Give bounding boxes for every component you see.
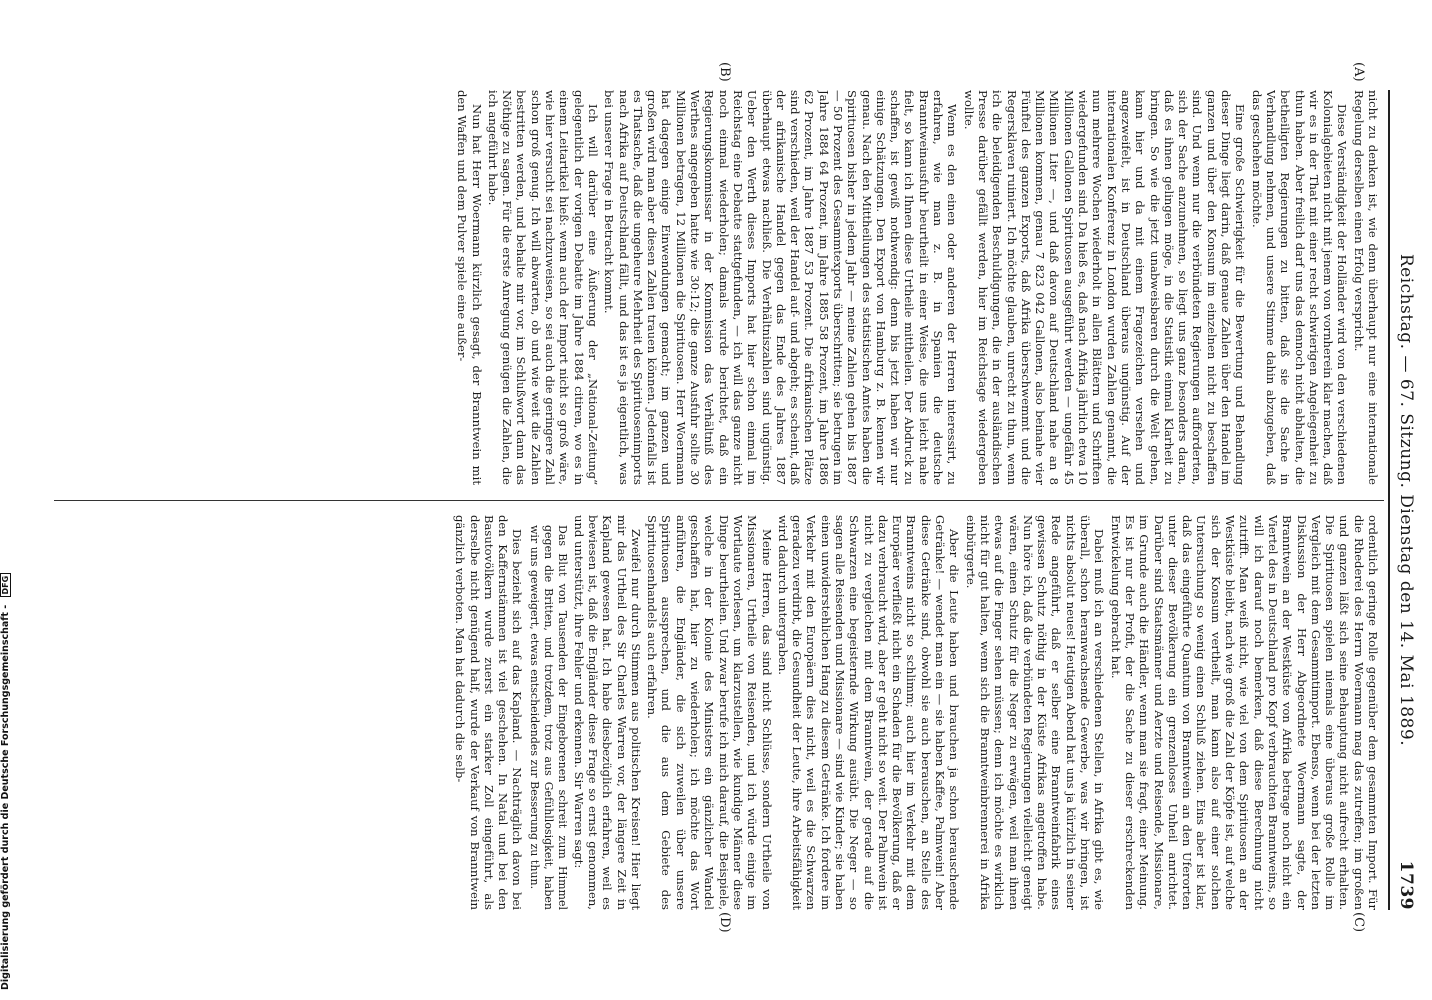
page-number: 1739 <box>1396 860 1416 910</box>
paragraph: Ich will darüber eine Äußerung der „National-Zeitung“ gelegentlich der vorigen Debatte im Jahre 1884 citiren, wo es in einem Leitartikel hieß: wenn auch der Import nicht so groß wäre, wie hier versucht sei nachzuweisen, so sei auch die geringere Zahl schon groß genug. Ich will abwarten, ob und wie weit die Zahlen bestritten werden, und behalte mir vor, im Schlußwort dann das Nöthige zu sagen. Für die erste Anregung genügen die Zahlen, die ich angeführt habe. <box>485 90 600 485</box>
paragraph: nicht zu denken ist, wie denn überhaupt nur eine internationale Regelung derselben einen Erfolg verspricht. <box>1351 90 1380 485</box>
header-rule <box>1388 90 1390 910</box>
digitization-text <box>0 573 11 990</box>
right-column <box>40 515 1380 910</box>
paragraph: Dabei muß ich an verschiedenen Stellen, in Afrika gibt es, wie überall, schon heranwachsende Gewerbe, was wir bringen, ist nichts absolut neues! Heutigen Abend hat uns ja kürzlich in seiner Rede angeführt, daß er selber eine Branntweinfabrik eines gewissen Schutz nöthig in der Küste Afrikas angetroffen habe. Nun höre ich, daß die verbündeten Regierungen vielleicht geneigt wären, einen Schutz für die Neger zu erwägen, weil man ihnen etwas auf die Finger sehen müssen; denn ich möchte es wirklich nicht für gut halten, wenn sich die Branntweinbrennerei in Afrika einbürgerte. <box>963 515 1107 910</box>
digitization-label: Digitalisierung gefördert durch die Deutsche Forschungsgemeinschaft - <box>0 604 11 990</box>
paragraph: Zweifel nur durch Stimmen aus politischen Kreisen! Hier liegt mir das Urtheil des Sir Charles Warren vor, der längere Zeit in Kapland gewesen hat. Ich habe diesbezüglich erfahren, weil es bewiesen ist, daß die Engländer diese Frage so ernst genommen, und unterstützt, ihre Fehler und erkennen. Sir Warren sagt: <box>571 515 643 910</box>
paragraph: Wenn es den einen oder anderen der Herren interessirt, zu erfahren, wie man z. B. in Spanien die deutsche Branntweinausfuhr beurtheilt in einer Weise, die uns leicht nahe fielt, so kann ich Ihnen diese Urtheile mittheilen. Der Abdruck zu schaffen, ist gewiß nothwendig: denn bis jetzt haben wir nur einige Schätzungen. Den Export von Hamburg z. B. kennen wir genau. Nach den Mittheilungen des statistischen Amtes haben die Spirituosen bisher in jedem Jahr — meine Zahlen gehen bis 1887 — 50 Prozent des Gesammtexports überschritten; sie betrugen im Jahre 1884 64 Prozent, im Jahre 1885 58 Prozent, im Jahre 1886 62 Prozent, im Jahre 1887 53 Prozent. Die afrikanischen Plätze sind verschieden, weil der Handel auf- und abgeht; es scheint, daß der afrikanische Handel gegen das Ende des Jahres 1887 überhaupt etwas nachließ. Die Verhältniszahlen sind ungünstig. Ueber den Werth dieses Imports hat hier schon einmal im Reichstag eine Debatte stattgefunden, — ich will das ganze nicht noch einmal wiederholen; damals wurde berichtet, daß ein Regierungskommissar in der Kommission das Verhältniß des Werthes angegeben hatte wie 30:12; die ganze Ausfuhr sollte 30 Millionen betragen, 12 Millionen die Spirituosen. Herr Woermann hat dagegen einige Einwendungen gemacht; im ganzen und großen wird man aber diesen Zahlen trauen können. Jedenfalls ist es Thatsache, daß die ungeheure Mehrheit des Spirituosenimports nach Afrika auf Deutschland fällt, und das ist es ja eigentlich, was bei unserer Frage in Betracht kommt. <box>602 90 960 485</box>
paragraph: ordentlich geringe Rolle gegenüber dem gesammten Import. Für die Rhederei des Herrn Woermann mag das zutreffen; im großen und ganzen läßt sich seine Behauptung nicht aufrecht erhalten. Die Spirituosen spielen niemals eine überaus große Rolle im Vergleich mit dem Gesammtimport. Ebenso, wenn bei der letzten Diskussion der Herr Abgeordnete Woermann sagte, der Branntwein an der Westküste von Afrika betrage noch nicht ein Viertel des in Deutschland pro Kopf verbrauchten Branntweins, so will ich darauf noch bemerken, daß diese Berechnung nicht zutrifft. Man weiß nicht, wie viel von dem Spirituosen an der Westküste bleibt, nach wie groß die Zahl der Köpfe ist, auf welche sich der Konsum vertheilt, man kann also auf einer solchen Untersuchung so wenig einen Schluß ziehen. Eins aber ist klar, daß das eingeführte Quantum von Branntwein an den Uferorten unter dieser Bevölkerung ein grenzenloses Unheil anrichtet. Darüber sind Staatsmänner und Aerzte und Reisende, Missionare, im Grunde auch die Händler, wenn man sie fragt, einer Meinung. Es ist nur der Profit, der die Sache zu dieser erschreckenden Entwickelung gebracht hat. <box>1108 515 1380 910</box>
running-title: Reichstag. — 67. Sitzung. Dienstag den 14. Mai 1889. <box>1396 253 1416 747</box>
digitization-notice <box>0 0 12 1000</box>
left-column <box>40 90 1380 485</box>
margin-marker-b: (B) <box>717 62 732 82</box>
dfg-logo: DFG <box>0 573 11 598</box>
paragraph: Eine große Schwierigkeit für die Bewertung und Behandlung dieser Dinge liegt darin, daß genaue Zahlen über den Handel im ganzen und über den Konsum im einzelnen nicht zu beschaffen sind. Und wenn nur die verbündeten Regierungen aufforderten, sich der Sache anzunehmen, so liegt uns ganz besonders daran, daß es ihnen gelingen möge, in die Statistik einmal Klarheit zu bringen. So wie die jetzt unabweisbaren durch die Welt gehen, kann hier und da mit einem Fragezeichen versehen und angezweifelt, ist in Deutschland überaus ungünstig. Auf der internationalen Konferenz in London wurden Zahlen genannt, die nun mehrere Wochen wiederholt in allen Blättern und Schriften wiedergefunden sind. Da hieß es, daß nach Afrika jährlich etwa 10 Millionen Gallonen Spirituosen ausgeführt werden — ungefähr 45 Millionen Liter —, und daß davon auf Deutschland nahe an 8 Millionen kommen, genau 7 823 042 Gallonen, also beinahe vier Fünftel des ganzen Exports, daß Afrika überschwemmt und die Regersklaven ruiniert. Ich möchte glauben, unrecht zu thun, wenn ich die beleidigenden Beschuldigungen, die in der ausländischen Presse darüber gefällt werden, hier im Reichstage wiedergeben wollte. <box>961 90 1248 485</box>
page-header <box>1392 90 1418 910</box>
paragraph: Aber die Leute haben und brauchen ja schon berauschende Getränke! — wendet man ein — sie haben Kaffee, Palmwein! Aber diese Getränke sind, obwohl sie auch berauschen, an Stelle des Branntweins nicht so schlimm; auch hier im Verkehr mit dem Europäer verfließt nicht ein Schaden für die Bevölkerung, daß er dazu verbraucht wird, aber er geht nicht so weit. Der Palmwein ist nicht zu vergleichen mit dem Branntwein, der gerade auf die Schwarzen eine begeisternde Wirkung ausübt. Die Neger — so sagen alle Reisenden und Missionare — sind wie Kinder; sie haben einen unwiderstehlichen Hang zu diesem Getränke. Ich fordere im Verkehr mit den Europäern dies nicht, weil es die Schwarzen geradezu verdirbt, die Gesundheit der Leute, ihre Arbeitsfähigkeit wird dadurch untergraben. <box>775 515 962 910</box>
margin-marker-a: (A) <box>1351 62 1366 82</box>
paragraph: Meine Herren, das sind nicht Schlüsse, sondern Urtheile von Missionaren, Urtheile von Reisenden, und ich würde einige im Wortlaute vorlesen, um klarzustellen, wie kundige Männer diese Dinge beurtheilen. Und zwar berufe ich mich darauf, die Beispiele, welche in der Kolonie des Ministers ein gänzlicher Wandel geschaffen hat, hier zu wiederholen; ich möchte das Wort anführen, die Engländer, die sich zuweilen über unsere Spirituosen aussprechen, und die aus dem Gebiete des Spirituosenhandels auch erfahren. <box>645 515 774 910</box>
column-divider <box>54 500 1384 501</box>
paragraph: Dies bezieht sich auf das Kapland. — Nachträglich davon bei den Kaffernstämmen ist viel geschehen. In Natal und bei den Basutovölkern wurde zuerst ein starker Zoll eingeführt, als derselbe nicht genügend half, wurde der Verkauf von Branntwein gänzlich verboten. Man hat dadurch die selb- <box>453 515 525 910</box>
paragraph: Diese Verständigkeit der Holländer wird von den verschiedenen Kolonialgebieten nicht mit jenem von vornherein klar machen, daß wir es in der That mit einer recht schwierigen Angelegenheit zu thun haben. Aber freilich darf uns das dennoch nicht abhalten, die betheiligten Regierungen zu bitten, daß sie die Sache in Verhandlung nehmen, und unsere Stimme dahin abzugeben, daß das geschehen möchte. <box>1249 90 1350 485</box>
margin-marker-c: (C) <box>1351 912 1366 933</box>
paragraph: Nun hat Herr Woermann kürzlich gesagt, der Branntwein mit den Waffen und dem Pulver spiele eine außer- <box>455 90 484 485</box>
block-quote: Das Blut von Tausenden der Eingeborenen schreit zum Himmel gegen die Britten, und trotzdem, trotz aus Gefühllosigkeit, haben wir uns geweigert, etwas entscheidendes zur Besserung zu thun. <box>527 525 570 910</box>
margin-marker-d: (D) <box>717 912 732 933</box>
